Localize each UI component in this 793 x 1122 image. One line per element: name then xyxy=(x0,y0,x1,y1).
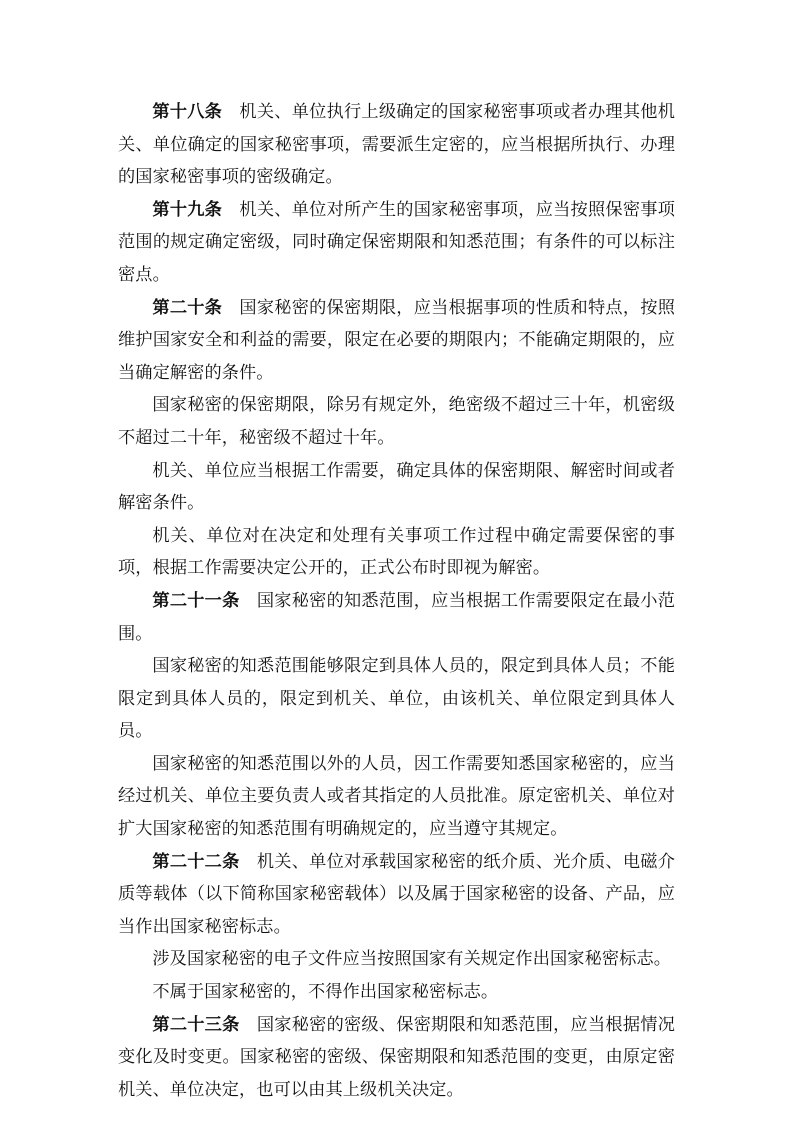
paragraph-text: 机关、单位应当根据工作需要，确定具体的保密期限、解密时间或者解密条件。 xyxy=(118,460,675,514)
paragraph-article-21 xyxy=(118,585,675,650)
paragraph-text: 不属于国家秘密的，不得作出国家秘密标志。 xyxy=(152,982,499,1003)
paragraph xyxy=(118,520,675,585)
paragraph-text: 涉及国家秘密的电子文件应当按照国家有关规定作出国家秘密标志。 xyxy=(152,949,672,970)
paragraph xyxy=(118,389,675,454)
paragraph xyxy=(118,748,675,846)
paragraph-text: 国家秘密的知悉范围，应当根据工作需要限定在最小范围。 xyxy=(118,590,675,644)
paragraph-article-22 xyxy=(118,846,675,944)
paragraph-article-18 xyxy=(118,96,675,194)
paragraph-text: 国家秘密的密级、保密期限和知悉范围，应当根据情况变化及时变更。国家秘密的密级、保密期限和知悉范围的变更，由原定密机关、单位决定，也可以由其上级机关决定。 xyxy=(118,1014,675,1100)
paragraph xyxy=(118,976,675,1009)
article-heading: 第十八条 xyxy=(152,102,223,122)
paragraph-text: 国家秘密的保密期限，除另有规定外，绝密级不超过三十年，机密级不超过二十年，秘密级不超过十年。 xyxy=(118,395,675,448)
article-heading: 第二十二条 xyxy=(152,851,240,872)
article-heading: 第二十一条 xyxy=(152,590,240,611)
paragraph xyxy=(118,650,675,748)
paragraph-text: 机关、单位执行上级确定的国家秘密事项或者办理其他机关、单位确定的国家秘密事项，需要派生定密的，应当根据所执行、办理的国家秘密事项的密级确定。 xyxy=(118,102,675,188)
article-heading: 第二十条 xyxy=(152,297,223,318)
paragraph xyxy=(118,943,675,976)
article-heading: 第十九条 xyxy=(152,199,223,220)
paragraph-article-20 xyxy=(118,292,675,390)
paragraph-article-23 xyxy=(118,1009,675,1107)
paragraph-text: 国家秘密的知悉范围以外的人员，因工作需要知悉国家秘密的，应当经过机关、单位主要负责人或者其指定的人员批准。原定密机关、单位对扩大国家秘密的知悉范围有明确规定的，应当遵守其规定。 xyxy=(118,753,675,840)
paragraph xyxy=(118,455,675,520)
article-heading: 第二十三条 xyxy=(152,1014,240,1035)
paragraph-text: 机关、单位对在决定和处理有关事项工作过程中确定需要保密的事项，根据工作需要决定公开的，正式公布时即视为解密。 xyxy=(118,525,675,579)
paragraph-text: 国家秘密的保密期限，应当根据事项的性质和特点，按照维护国家安全和利益的需要，限定在必要的期限内；不能确定期限的，应当确定解密的条件。 xyxy=(118,297,675,383)
paragraph-text: 国家秘密的知悉范围能够限定到具体人员的，限定到具体人员；不能限定到具体人员的，限定到机关、单位，由该机关、单位限定到具体人员。 xyxy=(118,656,675,742)
paragraph-text: 机关、单位对承载国家秘密的纸介质、光介质、电磁介质等载体（以下简称国家秘密载体）以及属于国家秘密的设备、产品，应当作出国家秘密标志。 xyxy=(118,851,675,937)
paragraph-article-19 xyxy=(118,194,675,292)
paragraph-text: 机关、单位对所产生的国家秘密事项，应当按照保密事项范围的规定确定密级，同时确定保密期限和知悉范围；有条件的可以标注密点。 xyxy=(118,199,675,285)
